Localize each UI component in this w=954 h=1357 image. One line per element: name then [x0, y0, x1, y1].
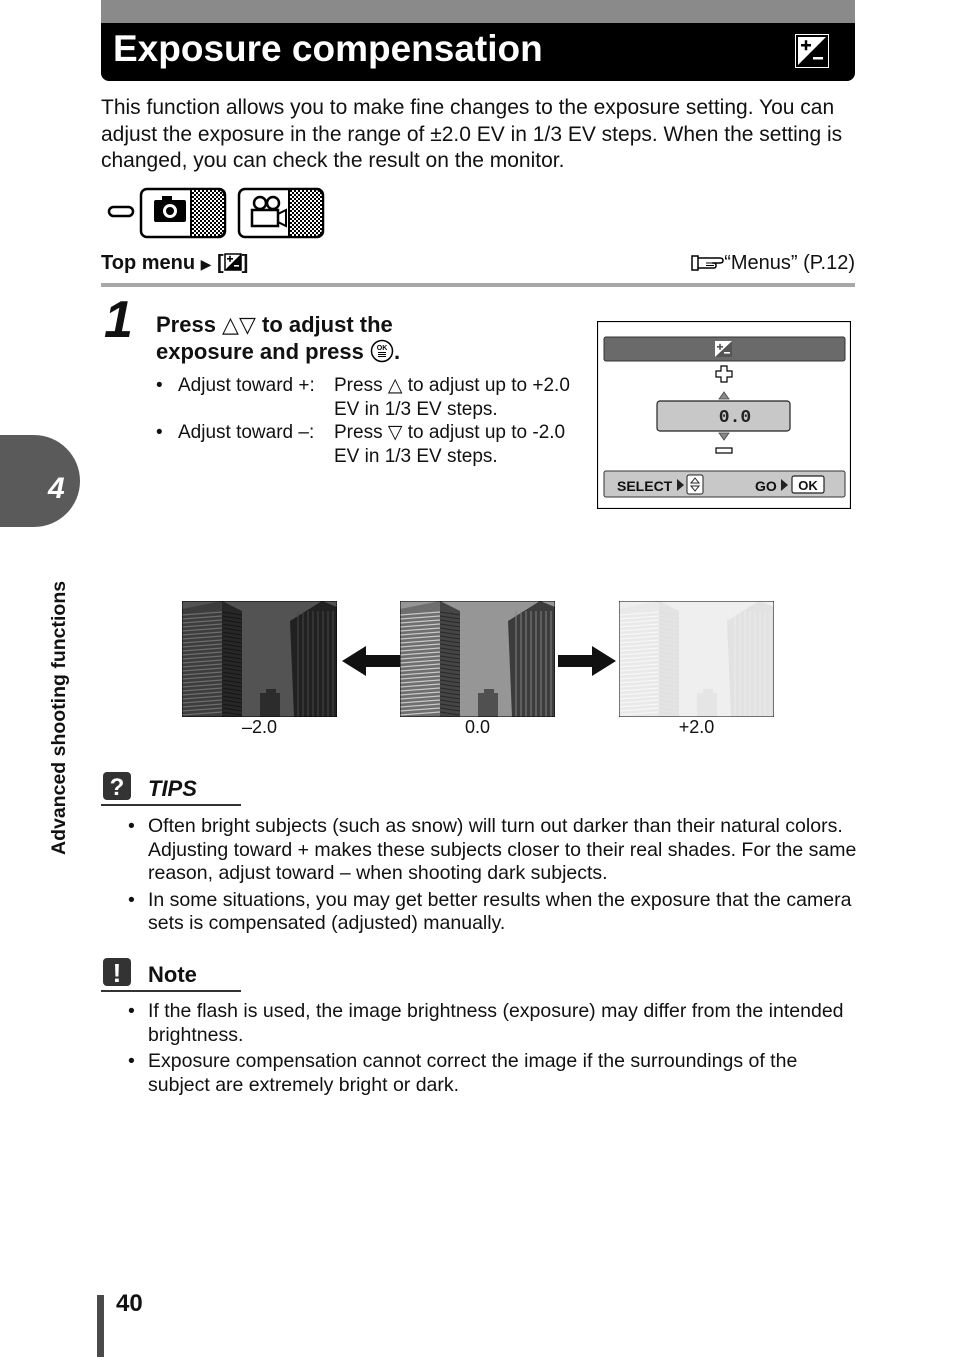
screen-minus-sign: − — [607, 333, 608, 334]
svg-text:!: ! — [112, 958, 122, 987]
photo-label: +2.0 — [678, 717, 715, 737]
ok-key-label: OK — [798, 478, 818, 493]
note-text: If the flash is used, the image brightness (exposure) may differ from the intended brightness. — [148, 1000, 844, 1046]
title-top-band — [101, 0, 855, 23]
step-heading — [156, 311, 576, 365]
camera-monitor-screen — [597, 321, 851, 509]
chapter-title: Advanced shooting functions — [48, 580, 70, 855]
exposure-compensation-icon — [715, 341, 732, 357]
note-text: Exposure compensation cannot correct the image if the surroundings of the subject are extremely bright or dark. — [148, 1050, 798, 1096]
list-item — [128, 1050, 858, 1097]
note-heading: Note — [148, 962, 197, 987]
select-label: SELECT — [617, 478, 673, 494]
tips-list — [128, 815, 858, 939]
bullet: • — [156, 375, 163, 396]
arrow-right-icon — [558, 646, 616, 676]
menu-path-prefix: Top menu — [101, 252, 196, 274]
intro-paragraph: This function allows you to make fine changes to the exposure setting. You can adjust the exposure in the range of ±2.0 EV in 1/3 EV steps. When the setting is changed, you can check the result on the monitor. — [101, 96, 843, 172]
section-divider — [101, 283, 855, 287]
bullet: • — [128, 1000, 135, 1022]
menu-path — [101, 252, 248, 275]
list-item — [128, 1000, 858, 1047]
item-label: Adjust toward +: — [178, 375, 315, 396]
screen-plus-sign: + — [607, 331, 608, 332]
menus-reference-text: “Menus” (P.12) — [724, 252, 855, 274]
photo-label: –2.0 — [241, 717, 278, 737]
exposure-compensation-icon — [224, 253, 242, 271]
step-heading-line2: exposure and press — [156, 339, 364, 364]
ok-button-icon — [370, 339, 394, 363]
minus-sign-icon — [716, 448, 732, 453]
step-instructions — [156, 374, 576, 468]
exposure-compensation-icon — [792, 31, 832, 71]
photo-label: 0.0 — [464, 717, 491, 737]
tip-text: In some situations, you may get better results when the exposure that the camera sets is compensated (adjusted) manually. — [148, 888, 852, 934]
menu-path-bracket-open: [ — [216, 252, 224, 274]
item-text: Press △ to adjust up to +2.0 EV in 1/3 EV steps. — [334, 375, 570, 420]
tip-text: Often bright subjects (such as snow) will turn out darker than their natural colors. Adjusting toward + makes these subjects closer to their real shades. For the same reason, adjust toward – when shooting dark subjects. — [148, 815, 857, 884]
tips-underline — [101, 804, 241, 806]
svg-text:?: ? — [109, 774, 125, 801]
example-photo-normal — [400, 601, 555, 717]
note-list — [128, 1000, 858, 1100]
camera-mode-icon — [141, 189, 225, 237]
list-item — [156, 374, 576, 421]
step-number: 1 — [104, 291, 133, 349]
chapter-number: 4 — [48, 472, 65, 505]
page-title: Exposure compensation — [113, 28, 543, 69]
arrow-left-icon — [342, 646, 400, 676]
list-item — [156, 421, 576, 468]
item-label: Adjust toward –: — [178, 422, 315, 443]
menu-path-bracket-close: ] — [241, 252, 249, 274]
note-icon — [102, 957, 132, 987]
example-photo-bright — [619, 601, 774, 717]
step-heading-end: . — [394, 339, 401, 364]
bullet: • — [128, 1050, 135, 1072]
bullet: • — [128, 815, 135, 837]
bullet: • — [156, 422, 163, 443]
menus-reference — [690, 252, 855, 275]
reference-hand-icon — [690, 252, 724, 272]
bullet: • — [128, 888, 135, 911]
item-text: Press ▽ to adjust up to -2.0 EV in 1/3 EV steps. — [334, 422, 566, 467]
chapter-tab — [0, 435, 80, 527]
menu-arrow-icon: ▶ — [200, 256, 212, 272]
list-item — [128, 889, 858, 936]
step-heading-line1: Press △▽ to adjust the — [156, 312, 393, 337]
exposure-value: 0.0 — [718, 408, 752, 428]
page-number: 40 — [116, 1290, 143, 1317]
example-photo-dark — [182, 601, 337, 717]
list-item — [128, 815, 858, 886]
svg-text:OK: OK — [376, 345, 388, 352]
tips-heading: TIPS — [148, 776, 197, 801]
up-down-key-icon — [687, 475, 703, 494]
go-label: GO — [755, 478, 777, 494]
page-number-bar — [97, 1295, 104, 1357]
movie-mode-icon — [239, 189, 323, 237]
mode-dial-icons — [106, 186, 332, 242]
tips-icon — [102, 771, 132, 801]
note-underline — [101, 990, 241, 992]
